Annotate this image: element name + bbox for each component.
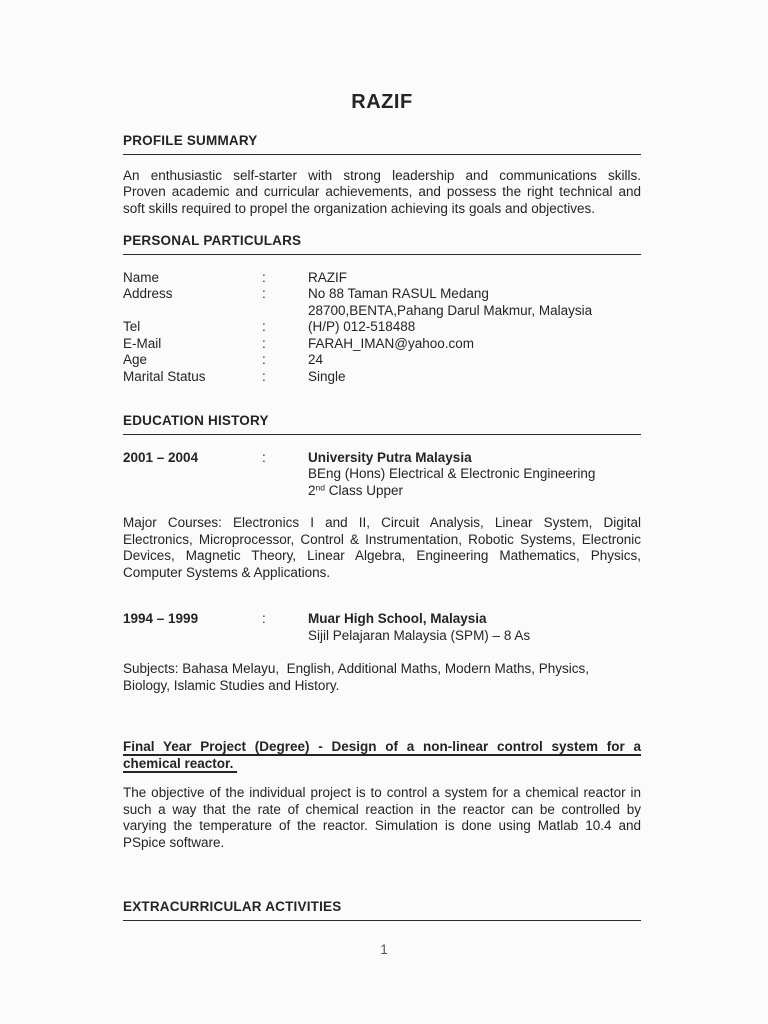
paragraph-line: Biology, Islamic Studies and History. bbox=[123, 677, 340, 693]
row-marital-status bbox=[123, 369, 641, 386]
field-value: Single bbox=[308, 368, 346, 384]
field-label: Name bbox=[123, 269, 160, 285]
paragraph-line: Major Courses: Electronics I and II, Circuit Analysis, Linear System, Digital bbox=[123, 515, 641, 530]
paragraph-line: Subjects: Bahasa Melayu, English, Additional Maths, Modern Maths, Physics, bbox=[123, 661, 589, 676]
address-line: No 88 Taman RASUL Medang bbox=[308, 286, 489, 301]
row-tel bbox=[123, 319, 641, 336]
field-value: 24 bbox=[308, 352, 324, 367]
section-extracurricular-activities bbox=[123, 899, 641, 921]
field-separator: : bbox=[262, 352, 266, 367]
field-label: Age bbox=[123, 352, 148, 367]
field-separator: : bbox=[262, 286, 266, 301]
paragraph-line: soft skills required to propel the organization achieving its goals and objectives. bbox=[123, 200, 596, 216]
field-separator: : bbox=[262, 611, 266, 626]
section-final-year-project bbox=[123, 739, 641, 851]
paragraph-line: Electronics, Microprocessor, Control & Instrumentation, Robotic Systems, Electronic bbox=[123, 531, 641, 547]
final-year-project-paragraph bbox=[123, 785, 641, 851]
heading-line: chemical reactor. bbox=[123, 755, 238, 771]
education-period: 1994 – 1999 bbox=[123, 611, 199, 626]
degree-class-text: Class Upper bbox=[324, 482, 404, 498]
education-entry-high-school bbox=[123, 611, 641, 644]
page-title: RAZIF bbox=[351, 91, 413, 113]
paragraph-line: Devices, Magnetic Theory, Linear Algebra, Engineering Mathematics, Physics, bbox=[123, 548, 641, 563]
section-profile-summary bbox=[123, 133, 641, 217]
subjects-paragraph bbox=[123, 661, 641, 694]
field-value: RAZIF bbox=[308, 269, 347, 285]
address-line: 28700,BENTA,Pahang Darul Makmur, Malaysia bbox=[308, 302, 593, 318]
row-age bbox=[123, 352, 641, 369]
final-year-project-heading bbox=[123, 739, 641, 772]
field-label: Address bbox=[123, 286, 173, 301]
field-separator: : bbox=[262, 449, 266, 465]
education-history-heading: EDUCATION HISTORY bbox=[123, 413, 641, 435]
heading-line: Final Year Project (Degree) - Design of a non-linear control system for a bbox=[123, 739, 641, 754]
page-number: 1 bbox=[380, 942, 388, 957]
degree-class bbox=[308, 483, 641, 500]
qualification: BEng (Hons) Electrical & Electronic Engineering bbox=[308, 466, 596, 481]
personal-particulars-heading: PERSONAL PARTICULARS bbox=[123, 233, 641, 255]
profile-summary-heading: PROFILE SUMMARY bbox=[123, 133, 641, 155]
paragraph-line: The objective of the individual project is to control a system for a chemical reactor in bbox=[123, 785, 641, 800]
major-courses-paragraph bbox=[123, 515, 641, 581]
field-separator: : bbox=[262, 335, 266, 351]
paragraph-line: PSpice software. bbox=[123, 834, 225, 850]
education-period: 2001 – 2004 bbox=[123, 449, 199, 465]
field-value bbox=[308, 286, 641, 319]
row-email bbox=[123, 336, 641, 353]
degree-class-ordinal: nd bbox=[315, 482, 325, 492]
field-label: Tel bbox=[123, 319, 141, 334]
field-value: (H/P) 012-518488 bbox=[308, 319, 416, 334]
paragraph-line: Proven academic and curricular achievements, and possess the right technical and bbox=[123, 184, 641, 199]
field-value: FARAH_IMAN@yahoo.com bbox=[308, 335, 475, 351]
paragraph-line: An enthusiastic self-starter with strong leadership and communications skills. bbox=[123, 167, 641, 183]
institution-name: University Putra Malaysia bbox=[308, 449, 472, 465]
degree-class-number: 2 bbox=[308, 482, 316, 498]
education-detail bbox=[308, 611, 641, 644]
institution-name: Muar High School, Malaysia bbox=[308, 611, 487, 626]
paragraph-line: Computer Systems & Applications. bbox=[123, 564, 331, 580]
row-name bbox=[123, 270, 641, 287]
extracurricular-activities-heading: EXTRACURRICULAR ACTIVITIES bbox=[123, 899, 641, 921]
profile-summary-paragraph bbox=[123, 168, 641, 218]
section-personal-particulars bbox=[123, 233, 641, 385]
field-separator: : bbox=[262, 269, 266, 285]
section-education-history bbox=[123, 413, 641, 694]
paragraph-line: such a way that the rate of chemical reaction in the reactor can be controlled by bbox=[123, 801, 641, 817]
field-label: Marital Status bbox=[123, 368, 206, 384]
personal-particulars-table bbox=[123, 270, 641, 386]
field-separator: : bbox=[262, 319, 266, 334]
education-entry-university bbox=[123, 450, 641, 500]
paragraph-line: varying the temperature of the reactor. Simulation is done using Matlab 10.4 and bbox=[123, 818, 641, 833]
row-address bbox=[123, 286, 641, 319]
education-detail bbox=[308, 450, 641, 500]
field-separator: : bbox=[262, 368, 266, 384]
field-label: E-Mail bbox=[123, 335, 162, 351]
qualification: Sijil Pelajaran Malaysia (SPM) – 8 As bbox=[308, 627, 531, 643]
